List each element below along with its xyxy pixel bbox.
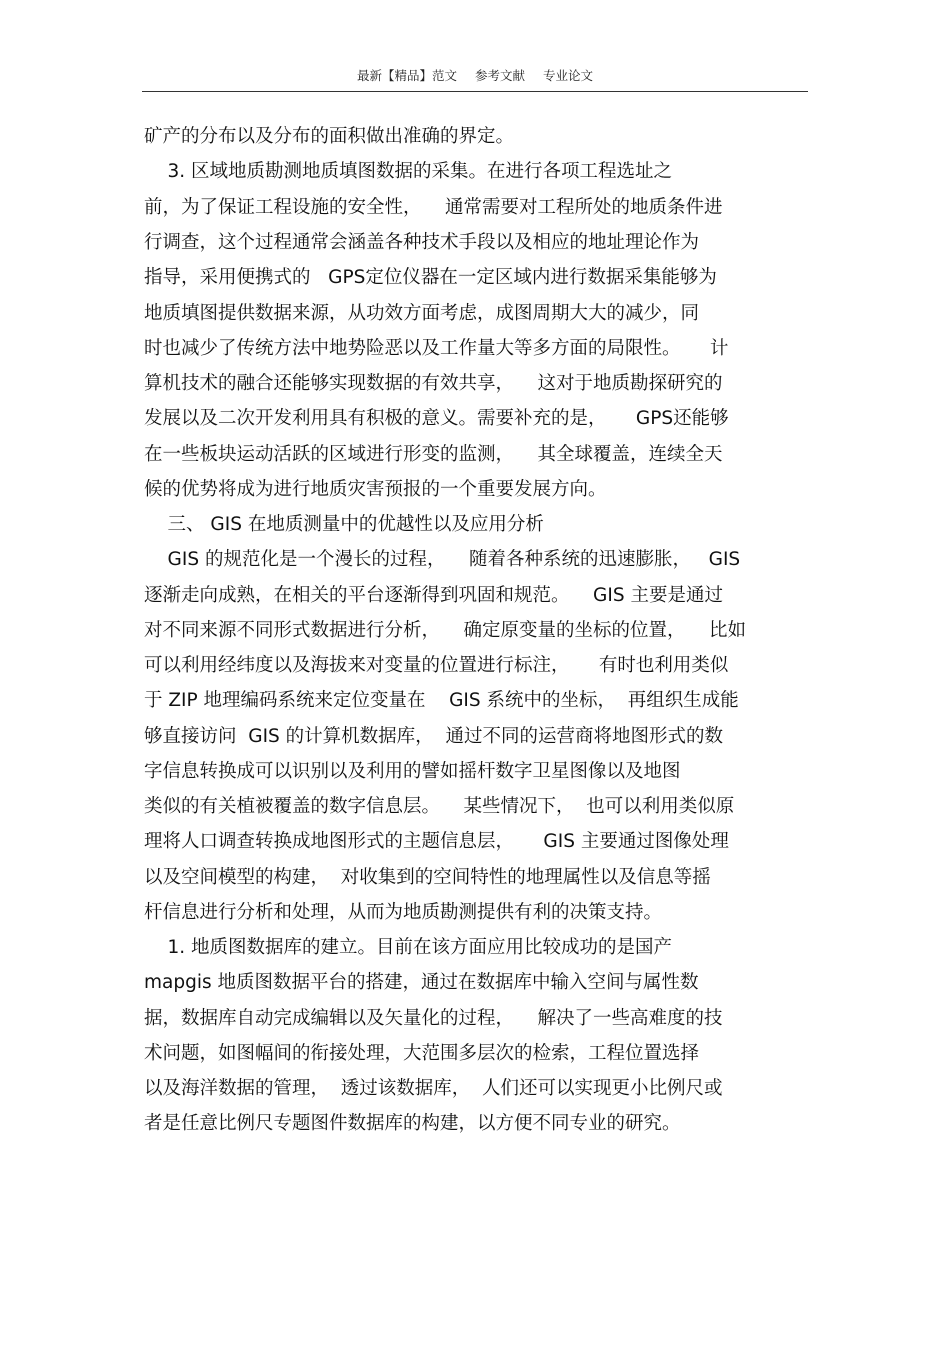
text-line: 据，数据库自动完成编辑以及矢量化的过程， 解决了一些高难度的技: [144, 1008, 723, 1029]
text-line: 前，为了保证工程设施的安全性， 通常需要对工程所处的地质条件进: [144, 197, 723, 218]
header-item-references: 参考文献: [474, 68, 525, 83]
text-line: 算机技术的融合还能够实现数据的有效共享， 这对于地质勘探研究的: [144, 373, 723, 394]
text-line: 指导，采用便携式的 GPS定位仪器在一定区域内进行数据采集能够为: [144, 267, 717, 288]
text-line: 够直接访问 GIS 的计算机数据库， 通过不同的运营商将地图形式的数: [144, 726, 723, 747]
text-line: 在一些板块运动活跃的区域进行形变的监测， 其全球覆盖，连续全天: [144, 444, 723, 465]
text-line: GIS 的规范化是一个漫长的过程， 随着各种系统的迅速膨胀， GIS: [144, 549, 741, 570]
text-line: 以及空间模型的构建， 对收集到的空间特性的地理属性以及信息等摇: [144, 867, 711, 888]
text-line: 逐渐走向成熟，在相关的平台逐渐得到巩固和规范。 GIS 主要是通过: [144, 585, 723, 606]
text-line: 杆信息进行分析和处理，从而为地质勘测提供有利的决策支持。: [144, 902, 663, 923]
text-line: 类似的有关植被覆盖的数字信息层。 某些情况下， 也可以利用类似原: [144, 796, 735, 817]
text-line: 对不同来源不同形式数据进行分析， 确定原变量的坐标的位置， 比如: [144, 620, 747, 641]
text-line: 1. 地质图数据库的建立。目前在该方面应用比较成功的是国产: [144, 937, 673, 958]
text-line: 可以利用经纬度以及海拔来对变量的位置进行标注， 有时也利用类似: [144, 655, 729, 676]
text-line: 理将人口调查转换成地图形式的主题信息层， GIS 主要通过图像处理: [144, 831, 729, 852]
page-header: [142, 66, 808, 86]
text-line: 地质填图提供数据来源，从功效方面考虑，成图周期大大的减少，同: [144, 303, 700, 324]
header-item-selected-essays: 最新【精品】范文: [356, 68, 457, 83]
text-line: 行调查，这个过程通常会涵盖各种技术手段以及相应的地址理论作为: [144, 232, 700, 253]
text-line: 3. 区域地质勘测地质填图数据的采集。在进行各项工程选址之: [144, 161, 673, 182]
text-line: 于 ZIP 地理编码系统来定位变量在 GIS 系统中的坐标， 再组织生成能: [144, 690, 739, 711]
text-line: 者是任意比例尺专题图件数据库的构建，以方便不同专业的研究。: [144, 1113, 681, 1134]
text-line: 候的优势将成为进行地质灾害预报的一个重要发展方向。: [144, 479, 607, 500]
text-line: 三、 GIS 在地质测量中的优越性以及应用分析: [144, 514, 544, 535]
text-line: 矿产的分布以及分布的面积做出准确的界定。: [144, 126, 515, 147]
header-item-papers: 专业论文: [542, 68, 593, 83]
header-divider: [142, 91, 808, 92]
text-line: 时也减少了传统方法中地势险恶以及工作量大等多方面的局限性。 计: [144, 338, 729, 359]
text-line: 字信息转换成可以识别以及利用的譬如摇杆数字卫星图像以及地图: [144, 761, 681, 782]
text-line: 术问题，如图幅间的衔接处理，大范围多层次的检索，工程位置选择: [144, 1043, 700, 1064]
text-line: 以及海洋数据的管理， 透过该数据库， 人们还可以实现更小比例尺或: [144, 1078, 723, 1099]
text-line: 发展以及二次开发利用具有积极的意义。需要补充的是， GPS还能够: [144, 408, 729, 429]
text-line: mapgis 地质图数据平台的搭建，通过在数据库中输入空间与属性数: [144, 972, 699, 993]
